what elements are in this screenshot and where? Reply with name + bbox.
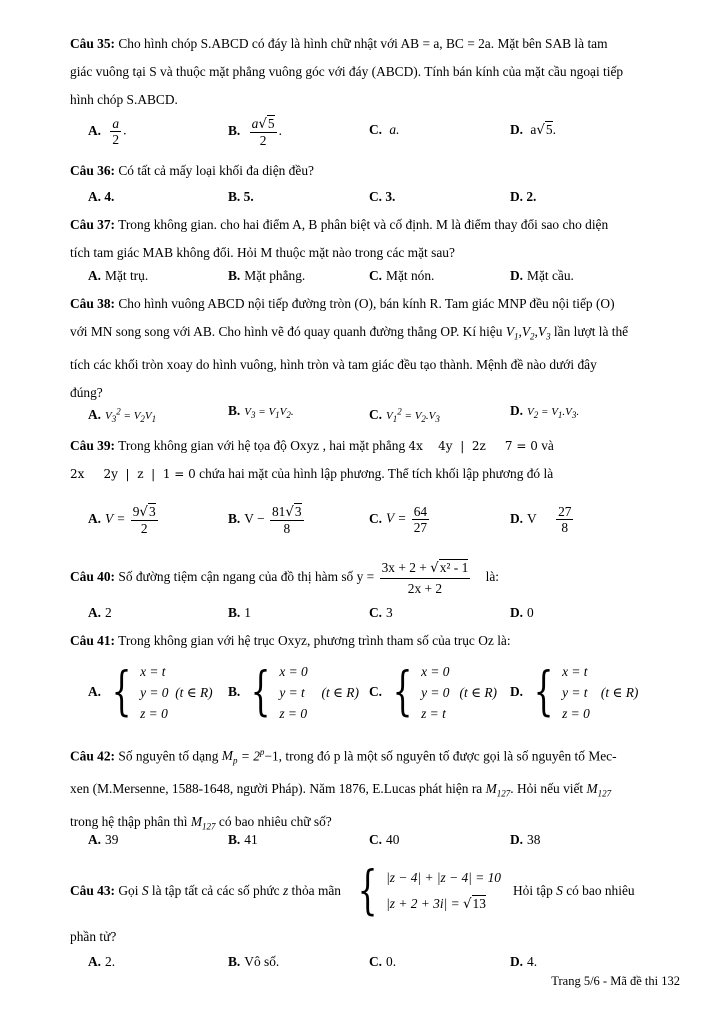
q43-text-post: Hỏi tập: [512, 883, 553, 898]
q40-y-eq: y =: [356, 569, 375, 585]
q43-line2: phần tử?: [70, 929, 117, 944]
q39-option-d[interactable]: D. V $\frac{27}{8}$: [510, 504, 572, 535]
q42-m127-c: $M_{127}$: [190, 813, 216, 832]
q42-m127-a: $M_{127}$: [485, 781, 511, 799]
q35-line3: hình chóp S.ABCD.: [70, 92, 178, 107]
q43-set-s: S: [141, 883, 149, 898]
q43-text-post2: có bao nhiêu: [566, 883, 635, 898]
q40-label: Câu 40:: [70, 569, 116, 585]
q36-option-b[interactable]: B. 5.: [228, 189, 254, 204]
q39-label: Câu 39:: [70, 438, 116, 453]
q36-text: Có tất cả mấy loại khối đa diện đều?: [118, 163, 314, 178]
q43-options: [88, 948, 688, 976]
q35-label: Câu 35:: [70, 36, 116, 51]
question-42: Câu 42: Số nguyên tố dạng $M_p = 2^p-1$, trong đó p là một số nguyên tố được gọi là số nguyên tố Mec- xen (M.Mersenne, 1588-1648, người Pháp). Năm 1876, E.Lucas phát hiện ra $M_{127}$. Hỏi nếu viết $M_{127}$ trong hệ thập phân thì $M_{127}$ có bao nhiêu chữ số?: [70, 747, 617, 832]
q42-label: Câu 42:: [70, 748, 116, 764]
q37-option-c[interactable]: C. Mặt nón.: [369, 268, 435, 283]
q37-option-a[interactable]: A. Mặt trụ.: [88, 268, 149, 283]
question-36: [70, 157, 682, 185]
q42-mp-symbol: $M_p$: [221, 748, 238, 767]
question-35: [70, 30, 682, 114]
q39-line1-pre: Trong không gian với hệ tọa độ Oxyz , hai mặt phẳng: [118, 438, 406, 453]
q41-options: [88, 658, 688, 726]
question-43: [70, 862, 682, 920]
q39-plane1: 4x 4y | 2z 7 = 0: [408, 439, 538, 453]
q37-line2: tích tam giác MAB không đổi. Hỏi M thuộc mặt nào trong các mặt sau?: [70, 245, 455, 260]
q40-text-pre: Số đường tiệm cận ngang của đồ thị hàm số: [118, 569, 354, 585]
q43-text-mid: là tập tất cả các số phức: [151, 883, 280, 898]
q38-option-a[interactable]: A. $V_3^2 = V_2V_1$: [88, 406, 157, 424]
q39-option-c[interactable]: C. V = $\frac{64}{27}$: [369, 504, 428, 535]
q41-label: Câu 41:: [70, 633, 116, 648]
q35-line2: giác vuông tại S và thuộc mặt phẳng vuông góc với đáy (ABCD). Tính bán kính của mặt cầu ngoại tiếp: [70, 64, 624, 79]
question-39: [70, 432, 682, 488]
q38-line2-pre: với MN song song với AB. Cho hình vẽ đó quay quanh đường thẳng OP. Kí hiệu: [70, 324, 503, 339]
q38-option-c[interactable]: C. $V_1^2 = V_2.V_3$: [369, 406, 440, 424]
q36-option-a[interactable]: A. 4.: [88, 189, 115, 204]
question-40: [70, 558, 682, 598]
q39-option-a[interactable]: A. V = $\frac{9√3}{2}$: [88, 504, 156, 536]
q41-text: Trong không gian với hệ trục Oxyz, phương trình tham số của trục Oz là:: [118, 633, 511, 648]
q35-option-c[interactable]: C. a.: [369, 122, 400, 137]
q38-line1: Cho hình vuông ABCD nội tiếp đường tròn (O), bán kính R. Tam giác MNP đều nội tiếp (O): [118, 296, 615, 311]
q41-option-d[interactable]: D. { x = t y = t (t ∈ R) z = 0: [510, 662, 639, 722]
q36-option-d[interactable]: D. 2.: [510, 189, 537, 204]
q43-set-s-2: S: [556, 883, 563, 898]
q42-line3-pre: trong hệ thập phân thì: [70, 813, 188, 829]
q38-line4: đúng?: [70, 384, 103, 400]
question-37: [70, 211, 682, 267]
q37-option-d[interactable]: D. Mặt cầu.: [510, 268, 574, 283]
q43-text-pre: Gọi: [118, 883, 139, 898]
q43-text-mid2: thỏa mãn: [291, 883, 342, 898]
q35-line1: Cho hình chóp S.ABCD có đáy là hình chữ nhật với AB = a, BC = 2a. Mặt bên SAB là tam: [118, 36, 608, 51]
q43-option-c[interactable]: C. 0.: [369, 954, 397, 969]
q38-line2-post: lần lượt là thể: [553, 324, 629, 339]
q35-option-b[interactable]: B. $\frac{a√5}{2}$ .: [228, 116, 282, 148]
q35-option-d[interactable]: D. a√5.: [510, 122, 556, 138]
q39-line2-post: chứa hai mặt của hình lập phương. Thể tích khối lập phương đó là: [199, 466, 554, 481]
q40-text-post: là:: [485, 569, 500, 585]
q38-volumes: $V_1,V_2,V_3$: [505, 324, 551, 342]
q43-system: { |z − 4| + |z − 4| = 10 |z + 2 + 3i| = √13: [357, 861, 501, 921]
q42-option-d[interactable]: D. 38: [510, 832, 541, 847]
q35-options: [88, 116, 688, 148]
q37-label: Câu 37:: [70, 217, 116, 232]
q36-label: Câu 36:: [70, 163, 116, 178]
q40-fraction: $\frac{\text{3x + 2 + √x² - 1}}{2x + 2}$: [381, 560, 469, 596]
q36-options: [88, 183, 688, 211]
q42-line1-pre: Số nguyên tố dạng: [118, 748, 219, 764]
q37-options: [88, 262, 688, 290]
question-41: [70, 627, 682, 655]
q39-option-b[interactable]: B. V − $\frac{81√3}{8}$: [228, 504, 302, 536]
q43-option-a[interactable]: A. 2.: [88, 954, 116, 969]
q35-option-a[interactable]: A. $\frac{a}{2}$ .: [88, 116, 127, 147]
q37-option-b[interactable]: B. Mặt phẳng.: [228, 268, 306, 283]
q42-options: [88, 826, 688, 854]
q42-option-a[interactable]: A. 39: [88, 832, 119, 847]
q38-line3: tích các khối tròn xoay do hình vuông, hình tròn và tam giác đều tạo thành. Mệnh đề nào dưới đây: [70, 356, 597, 372]
q42-line2-pre: xen (M.Mersenne, 1588-1648, người Pháp). Năm 1876, E.Lucas phát hiện ra: [70, 781, 483, 797]
q43-label: Câu 43:: [70, 883, 116, 898]
q40-option-a[interactable]: A. 2: [88, 605, 112, 620]
q40-options: [88, 599, 688, 627]
q43-option-d[interactable]: D. 4.: [510, 954, 538, 969]
q42-line2-post: . Hỏi nếu viết: [510, 781, 584, 797]
q41-option-a[interactable]: A. { x = t y = 0 (t ∈ R) z = 0: [88, 662, 213, 722]
q42-option-c[interactable]: C. 40: [369, 832, 400, 847]
q40-option-d[interactable]: D. 0: [510, 605, 534, 620]
q38-option-d[interactable]: D. $V_2 = V_1.V_3$.: [510, 403, 580, 421]
q38-option-b[interactable]: B. $V_3 = V_1V_2$.: [228, 403, 294, 421]
q38-label: Câu 38:: [70, 296, 116, 311]
page-footer: Trang 5/6 - Mã đề thi 132: [551, 974, 680, 988]
q41-option-b[interactable]: B. { x = 0 y = t (t ∈ R) z = 0: [228, 662, 359, 722]
q43-option-b[interactable]: B. Vô số.: [228, 954, 280, 969]
q39-line1-post: và: [541, 438, 554, 453]
q39-plane2: 2x 2y | z | 1 = 0: [70, 467, 196, 481]
q42-option-b[interactable]: B. 41: [228, 832, 258, 847]
q42-line1-post: trong đó p là một số nguyên tố được gọi là số nguyên tố Mec-: [285, 748, 617, 764]
q40-option-b[interactable]: B. 1: [228, 605, 251, 620]
q42-line3-post: có bao nhiêu chữ số?: [218, 813, 332, 829]
question-38: [70, 290, 682, 407]
q42-m127-b: $M_{127}$: [586, 781, 612, 799]
q37-line1: Trong không gian. cho hai điểm A, B phân biệt và cố định. M là điểm thay đổi sao cho diện: [118, 217, 609, 232]
q39-options: [88, 504, 688, 536]
q36-option-c[interactable]: C. 3.: [369, 189, 396, 204]
q41-option-c[interactable]: C. { x = 0 y = 0 (t ∈ R) z = t: [369, 662, 497, 722]
q43-var-z: z: [282, 883, 289, 898]
q38-options: [88, 397, 688, 425]
q40-option-c[interactable]: C. 3: [369, 605, 393, 620]
